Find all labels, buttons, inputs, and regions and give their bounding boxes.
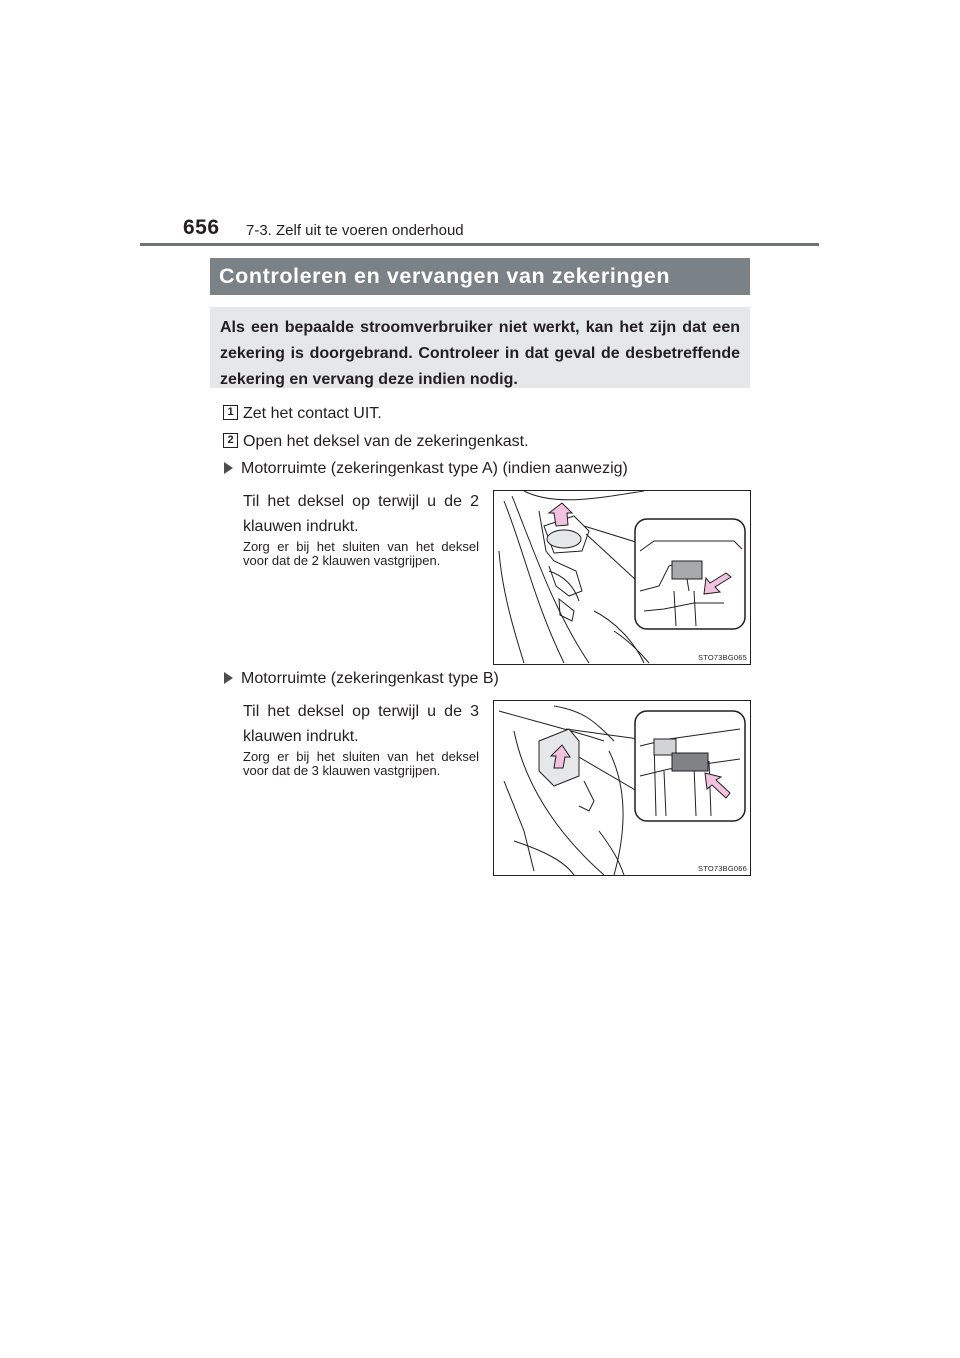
figure-code-a: STO73BG065: [698, 653, 747, 662]
header-divider: [140, 243, 819, 246]
fuse-box-a-illustration: [494, 491, 750, 664]
intro-box: Als een bepaalde stroomverbruiker niet werkt, kan het zijn dat een zekering is doorgebrand. Controleer in dat geval de desbetreffende zekering en vervang deze indien nodig.: [210, 307, 750, 388]
step-number-2: 2: [223, 433, 238, 448]
type-b-instruction: Til het deksel op terwijl u de 3 klauwen indrukt.: [243, 703, 479, 745]
page-title: Controleren en vervangen van zekeringen: [210, 258, 750, 295]
type-a-note: Zorg er bij het sluiten van het deksel voor dat de 2 klauwen vastgrijpen.: [243, 539, 479, 568]
type-a-heading-label: Motorruimte (zekeringenkast type A) (indien aanwezig): [241, 460, 628, 477]
figure-fuse-box-type-a: [493, 490, 751, 665]
fuse-box-b-illustration: [494, 701, 750, 875]
type-b-heading: [224, 670, 499, 688]
type-b-heading-label: Motorruimte (zekeringenkast type B): [241, 670, 499, 687]
figure-code-b: STO73BG066: [698, 864, 747, 873]
page-number: 656: [183, 216, 220, 239]
triangle-bullet-icon: [224, 462, 233, 474]
type-a-instruction: Til het deksel op terwijl u de 2 klauwen indrukt.: [243, 493, 479, 535]
step-2-text: Open het deksel van de zekeringenkast.: [243, 433, 529, 450]
triangle-bullet-icon: [224, 672, 233, 684]
section-title: 7-3. Zelf uit te voeren onderhoud: [246, 222, 464, 239]
type-a-heading: [224, 460, 628, 478]
type-b-note: Zorg er bij het sluiten van het deksel voor dat de 3 klauwen vastgrijpen.: [243, 749, 479, 778]
step-number-1: 1: [223, 405, 238, 420]
figure-fuse-box-type-b: [493, 700, 751, 876]
step-1-text: Zet het contact UIT.: [243, 405, 382, 422]
